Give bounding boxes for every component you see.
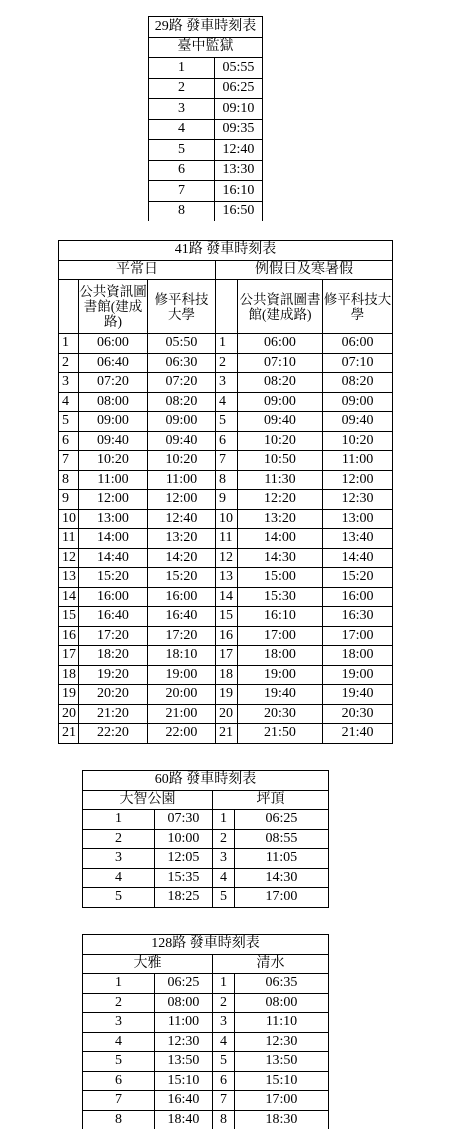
route-128-stop-b: 清水 <box>213 954 329 974</box>
time-cell: 09:00 <box>238 392 323 412</box>
row-index-cell: 12 <box>59 548 79 568</box>
table-row <box>83 1071 329 1091</box>
row-index-cell: 5 <box>216 412 238 432</box>
route-60-stop-a: 大智公園 <box>83 790 213 810</box>
time-cell: 19:40 <box>323 685 393 705</box>
row-index-cell: 2 <box>59 353 79 373</box>
time-cell: 19:40 <box>238 685 323 705</box>
time-cell: 18:10 <box>148 646 216 666</box>
row-index-cell: 4 <box>213 1032 235 1052</box>
time-cell: 14:40 <box>323 548 393 568</box>
row-index-cell: 8 <box>59 470 79 490</box>
row-index-cell: 21 <box>59 724 79 744</box>
time-cell: 08:55 <box>235 829 329 849</box>
time-cell: 13:00 <box>323 509 393 529</box>
route-128-stop-a: 大雅 <box>83 954 213 974</box>
row-index-cell: 10 <box>216 509 238 529</box>
table-row <box>83 1052 329 1072</box>
time-cell: 12:30 <box>155 1032 213 1052</box>
row-index-cell: 10 <box>59 509 79 529</box>
table-row <box>59 509 393 529</box>
time-cell: 22:20 <box>79 724 148 744</box>
time-cell: 19:00 <box>238 665 323 685</box>
table-row <box>83 810 329 830</box>
time-cell: 12:00 <box>148 490 216 510</box>
table-row <box>59 704 393 724</box>
row-index-cell: 1 <box>213 810 235 830</box>
route-29-timetable <box>148 16 263 221</box>
row-index-cell: 14 <box>59 587 79 607</box>
time-cell: 13:00 <box>79 509 148 529</box>
table-row <box>59 724 393 744</box>
time-cell: 09:40 <box>323 412 393 432</box>
row-index-cell: 1 <box>216 334 238 354</box>
row-index-cell: 4 <box>213 868 235 888</box>
table-row <box>59 392 393 412</box>
time-cell: 20:30 <box>238 704 323 724</box>
row-index-cell: 19 <box>216 685 238 705</box>
row-index-cell: 11 <box>216 529 238 549</box>
time-cell: 11:10 <box>235 1013 329 1033</box>
row-index-cell: 7 <box>149 181 215 202</box>
row-index-cell: 17 <box>59 646 79 666</box>
time-cell: 06:30 <box>148 353 216 373</box>
time-cell: 12:30 <box>235 1032 329 1052</box>
time-cell: 06:25 <box>155 974 213 994</box>
route-60-timetable <box>82 770 329 908</box>
table-row <box>59 568 393 588</box>
holiday-library-header: 公共資訊圖書館(建成路) <box>238 280 323 334</box>
time-cell: 12:20 <box>238 490 323 510</box>
row-index-cell: 2 <box>213 829 235 849</box>
row-index-cell: 18 <box>216 665 238 685</box>
row-index-cell: 20 <box>59 704 79 724</box>
time-cell: 16:40 <box>155 1091 213 1111</box>
row-index-cell: 14 <box>216 587 238 607</box>
time-cell: 06:00 <box>238 334 323 354</box>
row-index-cell: 8 <box>83 1110 155 1129</box>
table-row <box>149 140 263 161</box>
weekday-university-header: 修平科技大學 <box>148 280 216 334</box>
time-cell: 11:00 <box>79 470 148 490</box>
weekday-label: 平常日 <box>59 260 216 280</box>
time-cell: 14:20 <box>148 548 216 568</box>
row-index-cell: 13 <box>59 568 79 588</box>
time-cell: 17:00 <box>238 626 323 646</box>
row-index-cell: 3 <box>83 849 155 869</box>
time-cell: 15:20 <box>79 568 148 588</box>
table-row <box>59 334 393 354</box>
row-index-cell: 11 <box>59 529 79 549</box>
row-index-cell: 15 <box>59 607 79 627</box>
table-row <box>59 373 393 393</box>
time-cell: 16:00 <box>323 587 393 607</box>
time-cell: 20:20 <box>79 685 148 705</box>
time-cell: 13:20 <box>238 509 323 529</box>
table-row <box>149 201 263 221</box>
row-index-cell: 1 <box>59 334 79 354</box>
table-row <box>83 849 329 869</box>
time-cell: 17:00 <box>235 888 329 908</box>
table-row <box>59 412 393 432</box>
route-29-stop: 臺中監獄 <box>149 37 263 58</box>
row-index-cell: 8 <box>149 201 215 221</box>
time-cell: 15:30 <box>238 587 323 607</box>
time-cell: 08:20 <box>238 373 323 393</box>
time-cell: 10:20 <box>238 431 323 451</box>
row-index-cell: 1 <box>83 974 155 994</box>
time-cell: 16:40 <box>79 607 148 627</box>
row-index-cell: 4 <box>83 868 155 888</box>
row-index-cell: 4 <box>149 119 215 140</box>
weekday-index-header <box>59 280 79 334</box>
time-cell: 10:20 <box>323 431 393 451</box>
time-cell: 21:20 <box>79 704 148 724</box>
time-cell: 09:40 <box>238 412 323 432</box>
row-index-cell: 8 <box>213 1110 235 1129</box>
row-index-cell: 3 <box>213 849 235 869</box>
table-row <box>59 685 393 705</box>
time-cell: 09:40 <box>79 431 148 451</box>
route-60-title: 60路 發車時刻表 <box>83 771 329 791</box>
time-cell: 15:20 <box>148 568 216 588</box>
row-index-cell: 7 <box>216 451 238 471</box>
row-index-cell: 9 <box>216 490 238 510</box>
table-row <box>83 993 329 1013</box>
route-128-title: 128路 發車時刻表 <box>83 935 329 955</box>
row-index-cell: 19 <box>59 685 79 705</box>
time-cell: 14:00 <box>79 529 148 549</box>
time-cell: 09:00 <box>323 392 393 412</box>
time-cell: 12:40 <box>215 140 263 161</box>
table-row <box>59 548 393 568</box>
time-cell: 08:20 <box>323 373 393 393</box>
row-index-cell: 12 <box>216 548 238 568</box>
holiday-index-header <box>216 280 238 334</box>
time-cell: 10:00 <box>155 829 213 849</box>
time-cell: 22:00 <box>148 724 216 744</box>
time-cell: 15:35 <box>155 868 213 888</box>
time-cell: 07:20 <box>148 373 216 393</box>
row-index-cell: 5 <box>83 888 155 908</box>
time-cell: 11:30 <box>238 470 323 490</box>
time-cell: 16:10 <box>238 607 323 627</box>
row-index-cell: 6 <box>83 1071 155 1091</box>
table-row <box>83 1032 329 1052</box>
row-index-cell: 1 <box>149 58 215 79</box>
row-index-cell: 6 <box>59 431 79 451</box>
time-cell: 16:30 <box>323 607 393 627</box>
time-cell: 06:25 <box>235 810 329 830</box>
row-index-cell: 2 <box>83 993 155 1013</box>
row-index-cell: 16 <box>59 626 79 646</box>
table-row <box>149 181 263 202</box>
table-row <box>59 626 393 646</box>
row-index-cell: 7 <box>83 1091 155 1111</box>
time-cell: 11:05 <box>235 849 329 869</box>
time-cell: 17:00 <box>235 1091 329 1111</box>
time-cell: 12:30 <box>323 490 393 510</box>
time-cell: 16:50 <box>215 201 263 221</box>
route-41-title: 41路 發車時刻表 <box>59 241 393 261</box>
row-index-cell: 2 <box>216 353 238 373</box>
time-cell: 05:55 <box>215 58 263 79</box>
table-row <box>59 607 393 627</box>
time-cell: 13:20 <box>148 529 216 549</box>
table-row <box>59 529 393 549</box>
row-index-cell: 2 <box>149 78 215 99</box>
time-cell: 10:50 <box>238 451 323 471</box>
time-cell: 13:40 <box>323 529 393 549</box>
row-index-cell: 3 <box>216 373 238 393</box>
time-cell: 14:30 <box>238 548 323 568</box>
time-cell: 18:00 <box>323 646 393 666</box>
time-cell: 21:00 <box>148 704 216 724</box>
row-index-cell: 20 <box>216 704 238 724</box>
table-row <box>59 646 393 666</box>
time-cell: 18:30 <box>235 1110 329 1129</box>
time-cell: 09:40 <box>148 431 216 451</box>
table-row <box>83 829 329 849</box>
table-row <box>83 868 329 888</box>
time-cell: 20:30 <box>323 704 393 724</box>
time-cell: 21:50 <box>238 724 323 744</box>
time-cell: 12:05 <box>155 849 213 869</box>
time-cell: 15:10 <box>235 1071 329 1091</box>
time-cell: 16:00 <box>148 587 216 607</box>
row-index-cell: 7 <box>213 1091 235 1111</box>
table-row <box>59 665 393 685</box>
time-cell: 12:40 <box>148 509 216 529</box>
time-cell: 17:20 <box>148 626 216 646</box>
holiday-label: 例假日及寒暑假 <box>216 260 393 280</box>
row-index-cell: 6 <box>213 1071 235 1091</box>
row-index-cell: 5 <box>83 1052 155 1072</box>
row-index-cell: 17 <box>216 646 238 666</box>
table-row <box>83 974 329 994</box>
row-index-cell: 1 <box>83 810 155 830</box>
time-cell: 10:20 <box>79 451 148 471</box>
row-index-cell: 4 <box>59 392 79 412</box>
time-cell: 06:40 <box>79 353 148 373</box>
time-cell: 14:40 <box>79 548 148 568</box>
row-index-cell: 5 <box>149 140 215 161</box>
table-row <box>83 1110 329 1129</box>
table-row <box>149 58 263 79</box>
time-cell: 13:50 <box>235 1052 329 1072</box>
time-cell: 11:00 <box>323 451 393 471</box>
time-cell: 18:00 <box>238 646 323 666</box>
route-29-title: 29路 發車時刻表 <box>149 17 263 38</box>
time-cell: 16:10 <box>215 181 263 202</box>
time-cell: 09:00 <box>79 412 148 432</box>
time-cell: 21:40 <box>323 724 393 744</box>
time-cell: 20:00 <box>148 685 216 705</box>
time-cell: 07:30 <box>155 810 213 830</box>
row-index-cell: 3 <box>59 373 79 393</box>
time-cell: 10:20 <box>148 451 216 471</box>
table-row <box>83 888 329 908</box>
time-cell: 15:20 <box>323 568 393 588</box>
row-index-cell: 4 <box>83 1032 155 1052</box>
time-cell: 07:10 <box>323 353 393 373</box>
row-index-cell: 2 <box>83 829 155 849</box>
time-cell: 07:10 <box>238 353 323 373</box>
time-cell: 09:35 <box>215 119 263 140</box>
table-row <box>83 1091 329 1111</box>
time-cell: 15:00 <box>238 568 323 588</box>
time-cell: 13:50 <box>155 1052 213 1072</box>
row-index-cell: 3 <box>213 1013 235 1033</box>
route-60-stop-b: 坪頂 <box>213 790 329 810</box>
time-cell: 15:10 <box>155 1071 213 1091</box>
table-row <box>59 431 393 451</box>
route-128-timetable <box>82 934 329 1129</box>
row-index-cell: 16 <box>216 626 238 646</box>
route-41-timetable <box>58 240 393 744</box>
table-row <box>59 451 393 471</box>
time-cell: 08:00 <box>79 392 148 412</box>
row-index-cell: 5 <box>213 1052 235 1072</box>
table-row <box>149 78 263 99</box>
time-cell: 12:00 <box>323 470 393 490</box>
table-row <box>59 587 393 607</box>
table-row <box>59 353 393 373</box>
row-index-cell: 4 <box>216 392 238 412</box>
time-cell: 18:25 <box>155 888 213 908</box>
time-cell: 09:00 <box>148 412 216 432</box>
row-index-cell: 21 <box>216 724 238 744</box>
time-cell: 06:00 <box>79 334 148 354</box>
time-cell: 16:40 <box>148 607 216 627</box>
row-index-cell: 9 <box>59 490 79 510</box>
time-cell: 06:35 <box>235 974 329 994</box>
time-cell: 05:50 <box>148 334 216 354</box>
time-cell: 11:00 <box>155 1013 213 1033</box>
row-index-cell: 3 <box>149 99 215 120</box>
row-index-cell: 8 <box>216 470 238 490</box>
time-cell: 17:00 <box>323 626 393 646</box>
table-row <box>83 1013 329 1033</box>
table-row <box>59 490 393 510</box>
row-index-cell: 13 <box>216 568 238 588</box>
time-cell: 08:20 <box>148 392 216 412</box>
time-cell: 08:00 <box>155 993 213 1013</box>
table-row <box>59 470 393 490</box>
holiday-university-header: 修平科技大學 <box>323 280 393 334</box>
row-index-cell: 15 <box>216 607 238 627</box>
row-index-cell: 5 <box>59 412 79 432</box>
time-cell: 08:00 <box>235 993 329 1013</box>
row-index-cell: 6 <box>149 160 215 181</box>
time-cell: 11:00 <box>148 470 216 490</box>
table-row <box>149 160 263 181</box>
row-index-cell: 5 <box>213 888 235 908</box>
time-cell: 18:40 <box>155 1110 213 1129</box>
table-row <box>149 119 263 140</box>
time-cell: 14:00 <box>238 529 323 549</box>
time-cell: 19:00 <box>148 665 216 685</box>
time-cell: 13:30 <box>215 160 263 181</box>
time-cell: 06:00 <box>323 334 393 354</box>
time-cell: 18:20 <box>79 646 148 666</box>
row-index-cell: 2 <box>213 993 235 1013</box>
row-index-cell: 18 <box>59 665 79 685</box>
time-cell: 17:20 <box>79 626 148 646</box>
time-cell: 19:00 <box>323 665 393 685</box>
weekday-library-header: 公共資訊圖書館(建成路) <box>79 280 148 334</box>
time-cell: 19:20 <box>79 665 148 685</box>
time-cell: 16:00 <box>79 587 148 607</box>
time-cell: 14:30 <box>235 868 329 888</box>
row-index-cell: 7 <box>59 451 79 471</box>
table-row <box>149 99 263 120</box>
time-cell: 07:20 <box>79 373 148 393</box>
row-index-cell: 6 <box>216 431 238 451</box>
row-index-cell: 3 <box>83 1013 155 1033</box>
time-cell: 06:25 <box>215 78 263 99</box>
row-index-cell: 1 <box>213 974 235 994</box>
time-cell: 12:00 <box>79 490 148 510</box>
time-cell: 09:10 <box>215 99 263 120</box>
